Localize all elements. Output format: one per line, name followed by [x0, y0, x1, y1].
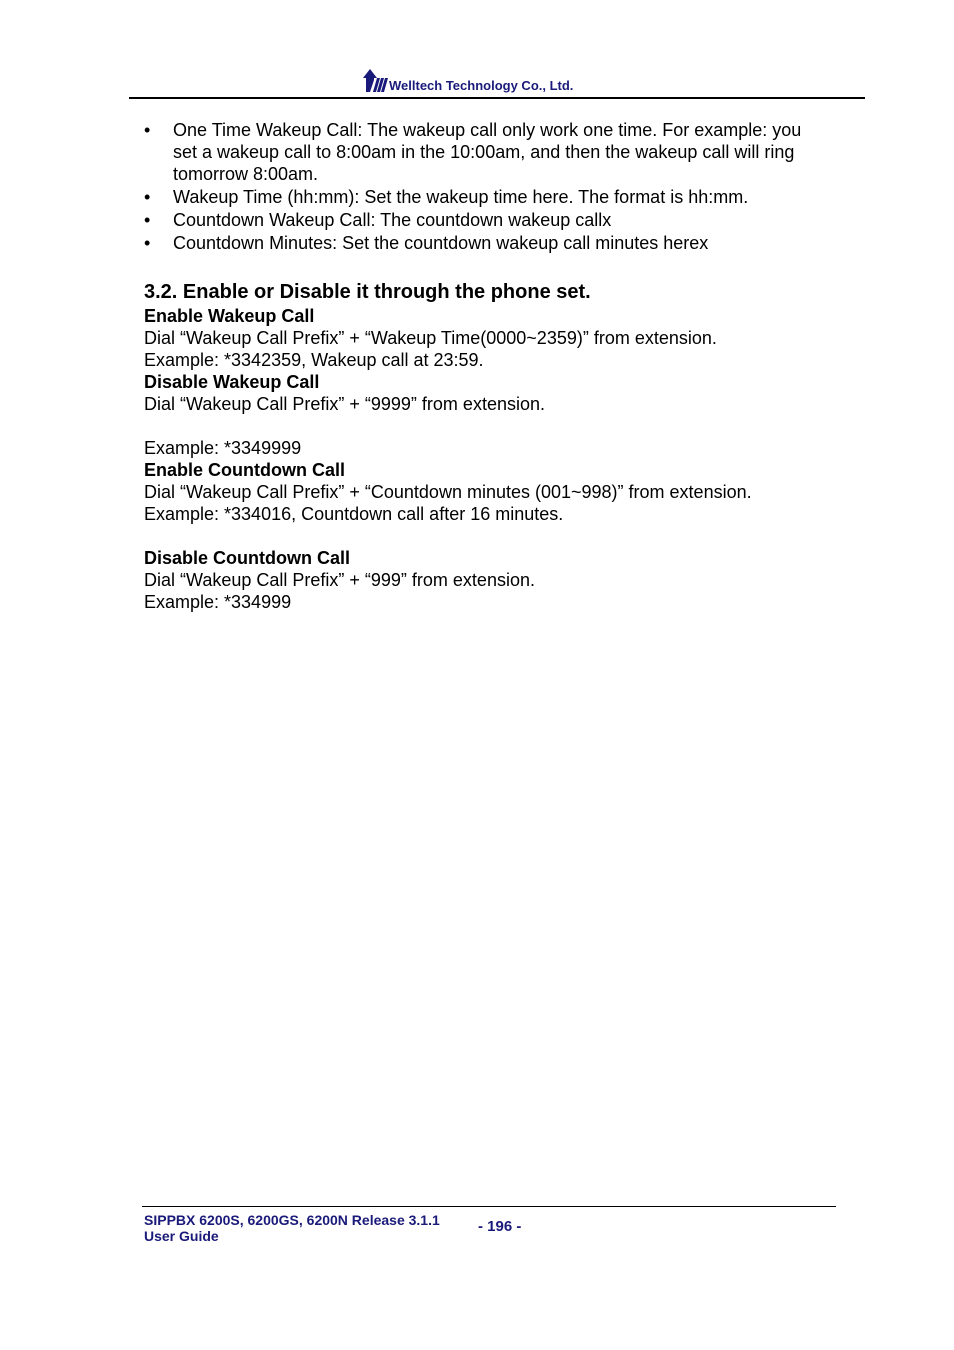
section-content — [144, 279, 844, 613]
enable-wakeup-example: Example: *3342359, Wakeup call at 23:59. — [144, 350, 484, 370]
list-item: • Countdown Wakeup Call: The countdown wakeup callx — [144, 210, 612, 230]
bullet-icon: • — [144, 210, 151, 230]
page-number: - 196 - — [478, 1218, 522, 1235]
welltech-logo-icon — [361, 68, 388, 94]
section-title: 3.2. Enable or Disable it through the phone set. — [144, 281, 591, 303]
disable-wakeup-heading: Disable Wakeup Call — [144, 372, 320, 392]
disable-wakeup-instruction: Dial “Wakeup Call Prefix” + “9999” from extension. — [144, 394, 545, 414]
enable-wakeup-heading: Enable Wakeup Call — [144, 306, 315, 326]
footer-guide: User Guide — [144, 1228, 219, 1244]
list-item: • Countdown Minutes: Set the countdown wakeup call minutes herex — [144, 233, 709, 253]
footer-product — [144, 1212, 440, 1244]
enable-countdown-example: Example: *334016, Countdown call after 16 minutes. — [144, 504, 564, 524]
bullet-icon: • — [144, 233, 151, 253]
bullet-icon: • — [144, 187, 151, 207]
disable-countdown-heading: Disable Countdown Call — [144, 548, 351, 568]
page-footer — [142, 1206, 836, 1244]
enable-countdown-instruction: Dial “Wakeup Call Prefix” + “Countdown minutes (001~998)” from extension. — [144, 482, 752, 502]
disable-wakeup-example: Example: *3349999 — [144, 438, 302, 458]
list-item: • Wakeup Time (hh:mm): Set the wakeup time here. The format is hh:mm. — [144, 187, 749, 207]
enable-countdown-heading: Enable Countdown Call — [144, 460, 345, 480]
feature-bullet-list — [144, 119, 824, 255]
disable-countdown-instruction: Dial “Wakeup Call Prefix” + “999” from extension. — [144, 570, 535, 590]
enable-wakeup-instruction: Dial “Wakeup Call Prefix” + “Wakeup Time(0000~2359)” from extension. — [144, 328, 717, 348]
page-header — [129, 66, 865, 99]
footer-release: SIPPBX 6200S, 6200GS, 6200N Release 3.1.1 — [144, 1212, 440, 1228]
spacer — [144, 415, 844, 437]
list-item: • One Time Wakeup Call: The wakeup call only work one time. For example: you set a wakeup call to 8:00am in the 10:00am, and then the wakeup call will ring tomorrow 8:00am. — [144, 120, 802, 184]
spacer — [144, 525, 844, 547]
disable-countdown-example: Example: *334999 — [144, 592, 292, 612]
bullet-icon: • — [144, 120, 151, 140]
company-name: Welltech Technology Co., Ltd. — [389, 78, 574, 93]
header-brand — [361, 68, 573, 94]
